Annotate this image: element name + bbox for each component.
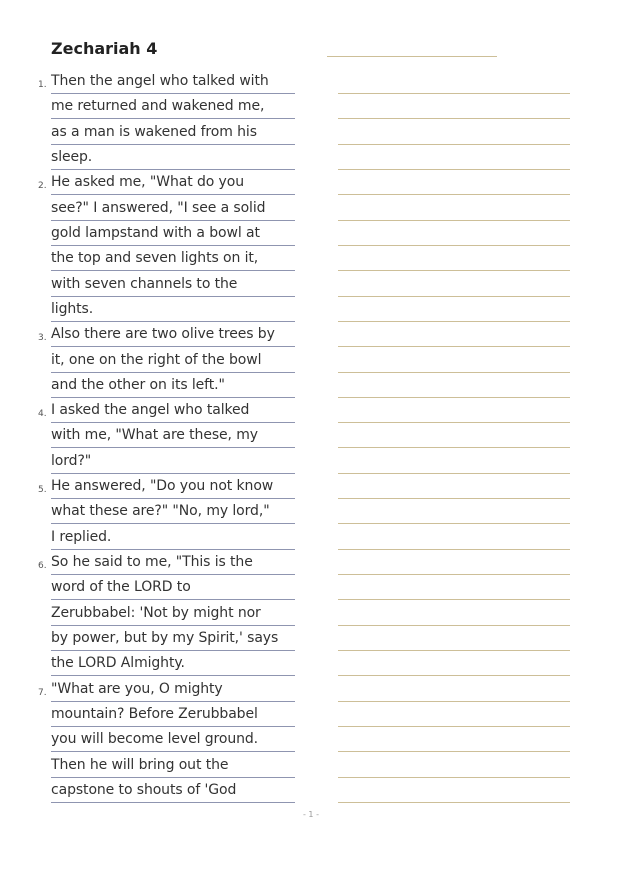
verse-row xyxy=(0,499,624,524)
verse-text-line: Then he will bring out the xyxy=(51,753,295,778)
verse-row xyxy=(0,727,624,752)
verse-row xyxy=(0,474,624,499)
verse-text-line: "What are you, O mighty xyxy=(51,677,295,702)
verse-text-line: I replied. xyxy=(51,525,295,550)
verse-text-line: lord?" xyxy=(51,449,295,474)
verse-text-line: He answered, "Do you not know xyxy=(51,474,295,499)
verse-text-line: mountain? Before Zerubbabel xyxy=(51,702,295,727)
verse-row xyxy=(0,778,624,803)
verse-text-line: see?" I answered, "I see a solid xyxy=(51,196,295,221)
verse-text-line: Zerubbabel: 'Not by might nor xyxy=(51,601,295,626)
verse-row xyxy=(0,272,624,297)
verse-row xyxy=(0,626,624,651)
verse-text-line: lights. xyxy=(51,297,295,322)
verse-text-line: gold lampstand with a bowl at xyxy=(51,221,295,246)
verse-row xyxy=(0,170,624,195)
verse-row xyxy=(0,753,624,778)
verse-text-line: what these are?" "No, my lord," xyxy=(51,499,295,524)
verse-number: 4. xyxy=(38,409,47,420)
verse-number: 2. xyxy=(38,181,47,192)
verse-text-line: with seven channels to the xyxy=(51,272,295,297)
verse-text-line: the top and seven lights on it, xyxy=(51,246,295,271)
verse-row xyxy=(0,297,624,322)
verse-text-line: capstone to shouts of 'God xyxy=(51,778,295,803)
verse-text-line: He asked me, "What do you xyxy=(51,170,295,195)
verse-row xyxy=(0,677,624,702)
verse-row xyxy=(0,373,624,398)
verse-text-line: you will become level ground. xyxy=(51,727,295,752)
verse-row xyxy=(0,145,624,170)
verse-row xyxy=(0,69,624,94)
page-number: - 1 - xyxy=(303,810,319,819)
page-title: Zechariah 4 xyxy=(51,39,158,58)
verse-row xyxy=(0,246,624,271)
verse-row xyxy=(0,322,624,347)
verse-row xyxy=(0,398,624,423)
title-writing-line xyxy=(327,56,497,57)
verse-text-line: with me, "What are these, my xyxy=(51,423,295,448)
verse-row xyxy=(0,423,624,448)
verse-row xyxy=(0,702,624,727)
verse-text-line: So he said to me, "This is the xyxy=(51,550,295,575)
verse-row xyxy=(0,221,624,246)
verse-text-line: sleep. xyxy=(51,145,295,170)
verse-text-line: me returned and wakened me, xyxy=(51,94,295,119)
verse-text-line: Also there are two olive trees by xyxy=(51,322,295,347)
verse-text-line: as a man is wakened from his xyxy=(51,120,295,145)
verse-number: 1. xyxy=(38,80,47,90)
verse-number: 5. xyxy=(38,485,47,496)
verse-text-line: by power, but by my Spirit,' says xyxy=(51,626,295,651)
verse-number: 3. xyxy=(38,333,47,344)
verse-row xyxy=(0,525,624,550)
verse-row xyxy=(0,601,624,626)
verse-row xyxy=(0,94,624,119)
verse-text-line: word of the LORD to xyxy=(51,575,295,600)
verse-text-line: it, one on the right of the bowl xyxy=(51,348,295,373)
verse-text-line: I asked the angel who talked xyxy=(51,398,295,423)
verse-row xyxy=(0,196,624,221)
verse-row xyxy=(0,550,624,575)
verse-row xyxy=(0,651,624,676)
verse-text-line: and the other on its left." xyxy=(51,373,295,398)
verse-row xyxy=(0,575,624,600)
verse-row xyxy=(0,120,624,145)
verse-row xyxy=(0,449,624,474)
verse-number: 7. xyxy=(38,687,47,698)
verse-text-line: the LORD Almighty. xyxy=(51,651,295,676)
verse-text-line: Then the angel who talked with xyxy=(51,69,295,94)
verse-number: 6. xyxy=(38,561,47,572)
copy-writing-line[interactable] xyxy=(338,802,570,803)
verse-row xyxy=(0,348,624,373)
